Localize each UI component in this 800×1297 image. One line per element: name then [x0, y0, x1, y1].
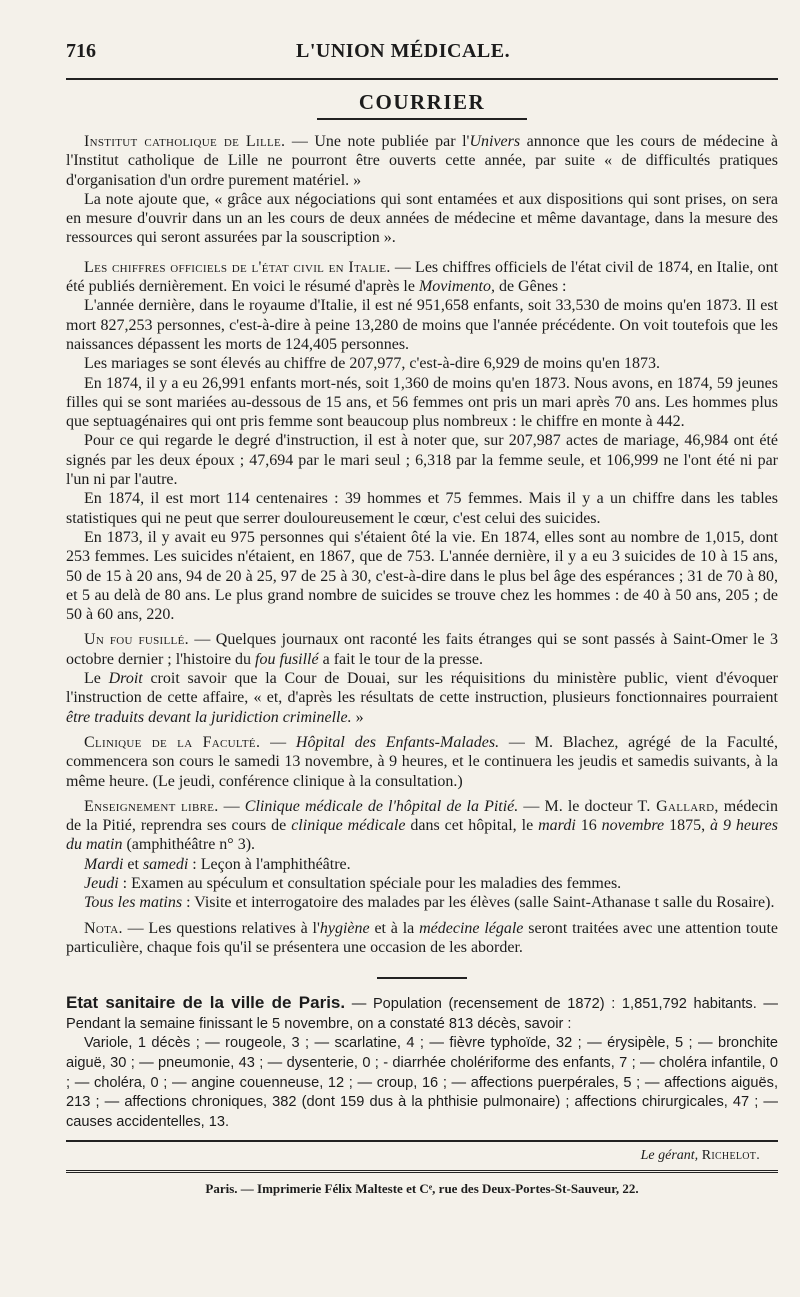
text-run: et à la	[369, 919, 420, 937]
text-run: : Examen au spéculum et consultation spéciale pour les maladies des femmes.	[118, 874, 622, 892]
section-title-underline	[317, 118, 527, 120]
paragraph-nota	[66, 919, 778, 958]
text-run: — Les questions relatives à l'	[122, 919, 320, 937]
text-run: »	[351, 708, 364, 726]
text-run: — Une note publiée par l'	[285, 133, 470, 150]
text-run-italic: médecine légale	[419, 919, 524, 937]
paragraph: La note ajoute que, « grâce aux négociations qui sont entamées et aux dispositions qui sont prises, on sera en mesure d'ouvrir dans un an les cours de deux années de médecine et même davantage, dans la mesure des ressources qui seront assurées par la souscription ».	[66, 190, 778, 247]
paragraph: En 1874, il y a eu 26,991 enfants mort-nés, soit 1,360 de moins qu'en 1873. Nous avons, en 1874, 59 jeunes filles qui se sont mariées au-dessous de 15 ans, et 56 femmes ont pris un mari après 70 ans. Les hommes plus que septuagénaires qui ont pris femme sont beaucoup plus nombreux : le chiffre en monte à 442.	[66, 374, 778, 431]
paragraph: En 1873, il y avait eu 975 personnes qui s'étaient ôté la vie. En 1874, elles sont au nombre de 1,015, dont 253 femmes. Les suicides n'étaient, en 1867, que de 753. L'année dernière, il y a eu 3 suicides de 10 à 15 ans, 50 de 15 à 20 ans, 94 de 20 à 25, 97 de 25 à 30, c'est-à-dire dans le plus bel âge des espérances ; 31 de 70 à 80, et 5 au delà de 80 ans. Le plus grand nombre de suicides se trouve chez les hommes : de 40 à 50 ans, 205 ; de 50 à 60 ans, 220.	[66, 528, 778, 624]
header-rule	[66, 78, 778, 80]
text-run-italic: samedi	[142, 855, 189, 873]
footer-rule	[66, 1140, 778, 1142]
text-run-italic: Jeudi	[84, 874, 119, 892]
article-body	[66, 132, 778, 957]
text-run: seront traitées avec une attention toute particulière, chaque fois qu'il se présentera une occasion de les aborder.	[66, 919, 779, 956]
text-run: croit savoir que la Cour de Douai, sur les réquisitions du ministère public, vient d'évoquer l'instruction de cette affaire, « et, d'après les résultats de cette instruction, plusieurs fonctionnaires pourraient	[66, 670, 779, 707]
text-run: — Quelques journaux ont raconté les faits étranges qui se sont passés à Saint-Omer le 3 octobre dernier ; l'histoire du	[66, 631, 778, 668]
paragraph-heading: Enseignement libre.	[84, 797, 219, 815]
text-run-italic: Droit	[108, 670, 143, 688]
paragraph-chiffres-italie	[66, 258, 778, 297]
text-run: : Leçon à l'amphithéâtre.	[188, 855, 351, 873]
text-run-italic: hygiène	[319, 919, 370, 937]
text-run: — Population (recensement de 1872) : 1,851,792 habitants. — Pendant la semaine finissant le 5 novembre, on a constaté 813 décès, savoir :	[66, 996, 778, 1032]
text-run: a fait le tour de la presse.	[318, 650, 483, 668]
page-number: 716	[66, 40, 96, 62]
etat-sanitaire-title: Etat sanitaire de la ville de Paris.	[66, 993, 346, 1013]
paragraph: Les mariages se sont élevés au chiffre de 207,977, c'est-à-dire 6,929 de moins qu'en 1873.	[84, 355, 660, 373]
gerant-label: Le gérant,	[640, 1148, 699, 1164]
text-run-italic: clinique médicale	[291, 817, 406, 835]
text-run: — Les chiffres officiels de l'état civil de 1874, en Italie, ont été publiés dernièrement. En voici le résumé d'après le	[66, 258, 779, 296]
text-run: : Visite et interrogatoire des malades par les élèves (salle Saint-Athanase t salle du Rosaire).	[182, 894, 775, 912]
gerant-signature	[66, 1146, 760, 1166]
text-run: Le	[84, 670, 109, 688]
text-run: dans cet hôpital, le	[405, 817, 539, 835]
text-run-italic: Univers	[469, 133, 521, 150]
etat-sanitaire-detail: Variole, 1 décès ; — rougeole, 3 ; — scarlatine, 4 ; — fièvre typhoïde, 32 ; — érysipèle, 5 ; — bronchite aiguë, 30 ; — pneumonie, 43 ; — dysenterie, 0 ; - diarrhée cholériforme des enfants, 7 ; — choléra infantile, 0 ; — choléra, 0 ; — angine couenneuse, 12 ; — croup, 16 ; — affections puerpérales, 5 ; — affections aiguës, 213 ; — affections chroniques, 382 (dont 159 dus à la phthisie pulmonaire) ; affections chirurgicales, 47 ; — causes accidentelles, 13.	[66, 1035, 778, 1130]
paragraph-heading: Un fou fusillé.	[84, 631, 189, 649]
paragraph-fou-fusille	[66, 630, 778, 669]
footer-double-rule	[66, 1170, 778, 1173]
paragraph	[66, 669, 778, 727]
section-divider	[377, 977, 467, 979]
text-run: (amphithéâtre n° 3).	[122, 836, 256, 854]
paragraph	[66, 874, 778, 893]
text-run-italic: Clinique médicale de l'hôpital de la Pitié.	[244, 797, 519, 815]
text-run: 16	[575, 817, 602, 835]
text-run: annonce que les cours de médecine à l'Institut catholique de Lille ne pourront être ouverts cette année, par suite « de difficultés pratiques d'organisation d'un ordre purement matériel. »	[66, 133, 778, 189]
paragraph-enseignement-libre	[66, 797, 778, 855]
section-title: COURRIER	[358, 90, 486, 114]
text-run: — M. le docteur	[518, 797, 638, 815]
etat-sanitaire-intro	[66, 993, 778, 1034]
gerant-name: Richelot.	[701, 1148, 760, 1164]
text-run-italic: Mardi	[84, 855, 124, 873]
text-run: —	[218, 797, 245, 815]
printer-imprint: Paris. — Imprimerie Félix Malteste et Cᵉ, rue des Deux-Portes-St-Sauveur, 22.	[205, 1181, 639, 1197]
paragraph-heading: Institut catholique de Lille.	[84, 133, 286, 150]
paragraph	[66, 893, 778, 912]
text-run: médecin de la Pitié, reprendra ses cours de	[66, 797, 778, 835]
paragraph: L'année dernière, dans le royaume d'Italie, il est né 951,658 enfants, soit 33,530 de moins qu'en 1873. Il est mort 827,253 personnes, c'est-à-dire à peine 13,280 de moins que l'année précédente. On voit toutefois que les naissances dépassent les morts de 124,405 personnes.	[66, 297, 778, 353]
text-run-italic: Hôpital des Enfants-Malades.	[295, 733, 500, 751]
text-run-smallcaps: T. Gallard,	[637, 797, 719, 815]
text-run-italic: être traduits devant la juridiction criminelle.	[66, 708, 352, 726]
text-run: — M. Blachez, agrégé de la Faculté, commencera son cours le samedi 13 novembre, à 9 heures, et le continuera les jeudis et samedis suivants, à la même heure. (Le jeudi, conférence clinique à la consultation.)	[66, 733, 779, 790]
paragraph-institut-catholique	[66, 132, 778, 190]
paragraph: Pour ce qui regarde le degré d'instruction, il est à noter que, sur 207,987 actes de mariage, 46,984 ont été signés par les deux époux ; 47,694 par le mari seul ; 6,318 par la femme seule, et 106,999 ne l'ont été ni par l'un ni par l'autre.	[66, 432, 778, 489]
text-run: —	[260, 733, 296, 751]
text-run-italic: à 9 heures du matin	[66, 817, 778, 854]
text-run-italic: fou fusillé	[255, 650, 319, 668]
text-run: et	[123, 855, 143, 873]
paragraph-clinique-faculte	[66, 733, 778, 791]
paragraph-heading: Les chiffres officiels de l'état civil en Italie.	[84, 258, 391, 276]
paragraph-heading: Nota.	[84, 919, 123, 937]
running-title: L'UNION MÉDICALE.	[296, 40, 511, 62]
etat-sanitaire-section	[66, 993, 778, 1132]
text-run: de Gênes :	[494, 278, 567, 296]
paragraph-heading: Clinique de la Faculté.	[84, 733, 261, 751]
page-header	[66, 40, 778, 72]
text-run-italic: Tous les matins	[84, 894, 183, 912]
text-run-italic: novembre	[601, 817, 665, 835]
text-run-italic: mardi	[538, 817, 576, 835]
text-run-italic: Movimento,	[418, 278, 495, 296]
paragraph: En 1874, il est mort 114 centenaires : 39 hommes et 75 femmes. Mais il y a un chiffre dans les tables statistiques qui ne peut que serrer douloureusement le cœur, c'est celui des suicides.	[66, 490, 778, 527]
text-run: 1875,	[664, 817, 711, 835]
paragraph	[66, 855, 778, 874]
